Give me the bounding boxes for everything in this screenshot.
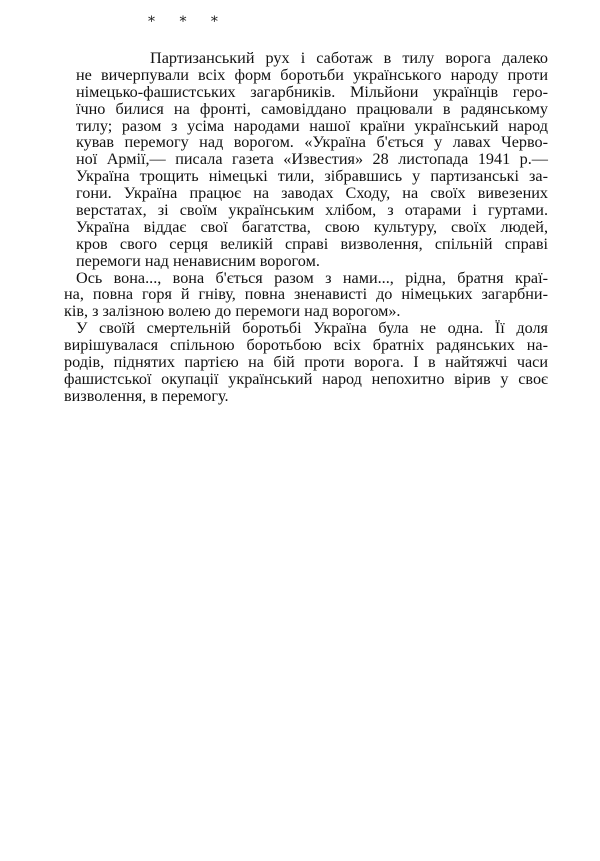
text-line: вирішувалася спільною боротьбою всіх братніх радянських на- (64, 336, 548, 355)
text-line: верстатах, зі своїм українським хлібом, з отарами і гуртами. (76, 201, 548, 220)
text-line: тилу; разом з усіма народами нашої країни український народ (76, 116, 548, 135)
text-line: Ось вона..., вона б'ється разом з нами..., рідна, братня краї- (76, 268, 548, 287)
text-line: не вичерпували всіх форм боротьби українського народу проти (76, 65, 548, 84)
text-line: перемоги над ненависним ворогом. (76, 251, 320, 270)
text-line: ків, з залізною волею до перемоги над ворогом». (64, 302, 401, 321)
text-line: їчно билися на фронті, самовіддано працювали в радянському (76, 99, 548, 118)
text-line: на, повна горя й гніву, повна зненависті до німецьких загарбни- (64, 285, 548, 304)
section-separator: * * * (148, 14, 218, 30)
paragraph-3 (64, 319, 548, 405)
text-line: гони. Україна працює на заводах Сходу, на своїх вивезених (76, 184, 548, 203)
paragraph-1 (76, 50, 548, 270)
text-line: фашистської окупації український народ непохитно вірив у своє (64, 369, 548, 388)
text-line: німецько-фашистських загарбників. Мільйони українців геро- (76, 82, 548, 101)
text-line: Україна віддає свої багатства, свою культуру, своїх людей, (76, 217, 548, 236)
text-line: родів, піднятих партією на бій проти ворога. І в найтяжчі часи (64, 353, 548, 372)
text-line: кров свого серця великій справі визволення, спільній справі (76, 234, 548, 253)
text-line: У своїй смертельній боротьбі Україна була не одна. Її доля (76, 319, 548, 338)
text-line: кував перемогу над ворогом. «Україна б'ється у лавах Черво- (76, 133, 548, 152)
text-line: ної Армії,— писала газета «Известия» 28 листопада 1941 р.— (76, 150, 548, 169)
text-line: Україна трощить німецькі тили, зібравшись у партизанські за- (76, 167, 548, 186)
paragraph-2 (64, 268, 548, 321)
body-text (64, 49, 548, 405)
text-line: Партизанський рух і саботаж в тилу ворога далеко (150, 49, 548, 67)
text-line: визволення, в перемогу. (64, 386, 229, 405)
